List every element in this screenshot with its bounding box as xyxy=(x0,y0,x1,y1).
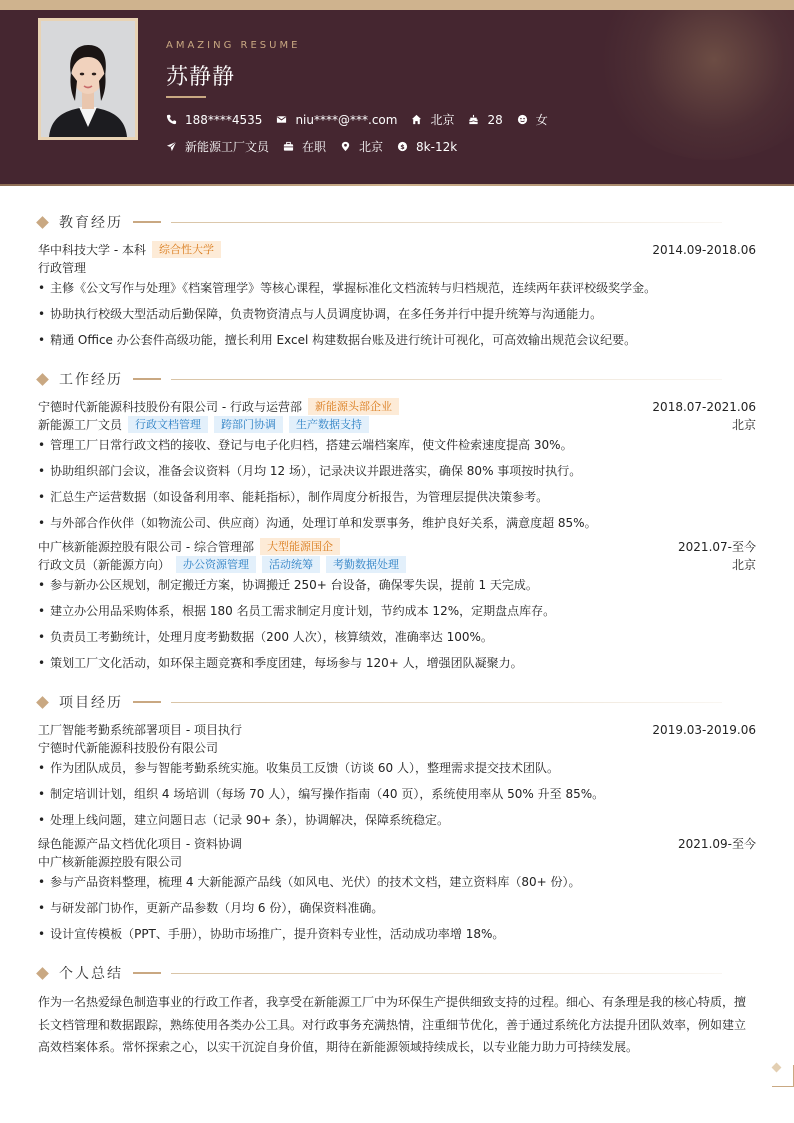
candidate-name: 苏静静 xyxy=(166,65,236,90)
education-section-title: 教育经历 xyxy=(59,215,123,231)
work-section-title: 工作经历 xyxy=(59,372,123,388)
role-tag: 办公资源管理 xyxy=(176,556,256,573)
job-bullet: • 汇总生产运营数据（如设备利用率、能耗指标），制作周度分析报告，为管理层提供决策参考。 xyxy=(38,488,756,505)
role-tag: 考勤数据处理 xyxy=(326,556,406,573)
summary-section-title: 个人总结 xyxy=(59,966,123,982)
project-date: 2021.09-至今 xyxy=(678,837,756,851)
project-bullet: • 处理上线问题，建立问题日志（记录 90+ 条），协调解决，保障系统稳定。 xyxy=(38,811,756,828)
major-name: 行政管理 xyxy=(38,261,87,275)
job-role: 行政文员（新能源方向） xyxy=(38,558,171,572)
age-text: 28 xyxy=(487,112,503,127)
gender-icon xyxy=(517,114,528,125)
section-accent-line xyxy=(133,701,161,703)
header-divider xyxy=(0,184,794,186)
section-diamond-icon xyxy=(36,696,49,709)
target-position-item xyxy=(166,138,269,155)
job-status-item xyxy=(283,138,326,155)
role-tag: 跨部门协调 xyxy=(214,416,283,433)
company-tag: 大型能源国企 xyxy=(260,538,340,555)
project-name: 工厂智能考勤系统部署项目 - 项目执行 xyxy=(38,723,242,737)
project-bullet: • 与研发部门协作，更新产品参数（月均 6 份），确保资料准确。 xyxy=(38,899,756,916)
job-company: 中广核新能源控股有限公司 - 综合管理部 xyxy=(38,540,254,554)
target-city-item xyxy=(340,138,383,155)
project-bullet: • 参与产品资料整理，梳理 4 大新能源产品线（如风电、光伏）的技术文档，建立资料库（80+ 份）。 xyxy=(38,873,756,890)
education-bullet: • 协助执行校级大型活动后勤保障，负责物资清点与人员调度协调，在多任务并行中提升统筹与沟通能力。 xyxy=(38,305,756,322)
section-divider-line xyxy=(171,702,722,703)
education-bullet: • 主修《公文写作与处理》《档案管理学》等核心课程，掌握标准化文档流转与归档规范，连续两年获评校级奖学金。 xyxy=(38,279,756,296)
section-divider-line xyxy=(171,973,722,974)
profile-photo-frame xyxy=(38,18,138,140)
education-date: 2014.09-2018.06 xyxy=(652,242,756,257)
project-org: 中广核新能源控股有限公司 xyxy=(38,855,183,869)
job-bullet: • 负责员工考勤统计，处理月度考勤数据（200 人次），核算绩效，准确率达 100%。 xyxy=(38,628,756,645)
role-tag: 生产数据支持 xyxy=(289,416,369,433)
top-accent-bar xyxy=(0,0,794,10)
project-name: 绿色能源产品文档优化项目 - 资料协调 xyxy=(38,837,242,851)
school-tag: 综合性大学 xyxy=(152,241,221,258)
section-divider-line xyxy=(171,379,722,380)
project-name-line xyxy=(38,835,756,852)
job-date: 2018.07-2021.06 xyxy=(652,399,756,414)
job-role-line xyxy=(38,416,756,433)
home-icon xyxy=(411,114,422,125)
project-section-header xyxy=(36,692,758,712)
name-underline xyxy=(166,96,206,98)
role-tag: 行政文档管理 xyxy=(128,416,208,433)
education-school-line xyxy=(38,241,756,258)
gender-text: 女 xyxy=(535,113,548,127)
phone-icon xyxy=(166,114,177,125)
cake-icon xyxy=(468,114,479,125)
briefcase-icon xyxy=(283,141,294,152)
salary-item xyxy=(397,140,457,154)
project-bullet: • 制定培训计划，组织 4 场培训（每场 70 人），编写操作指南（40 页），系统使用率从 50% 升至 85%。 xyxy=(38,785,756,802)
job-date: 2021.07-至今 xyxy=(678,540,756,554)
project-date: 2019.03-2019.06 xyxy=(652,722,756,737)
job-city: 北京 xyxy=(731,558,756,572)
job-intent-row xyxy=(166,138,471,155)
education-section-header xyxy=(36,212,758,232)
email-text: niu****@***.com xyxy=(295,112,398,127)
location-pin-icon xyxy=(340,141,351,152)
job-city: 北京 xyxy=(731,418,756,432)
job-role: 新能源工厂文员 xyxy=(38,418,123,432)
summary-text: 作为一名热爱绿色制造事业的行政工作者，我享受在新能源工厂中为环保生产提供细致支持的过程。细心、有条理是我的核心特质，擅长文档管理和数据跟踪，熟练使用各类办公工具。对行政事务充满热情，注重细节优化，善于通过系统化方法提升团队效率，例如建立高效档案体系。常怀探索之心，以实干沉淀自身价值，期待在新能源领域持续成长，以专业能力助力可持续发展。 xyxy=(38,995,747,1054)
salary-text: 8k-12k xyxy=(416,139,458,154)
section-accent-line xyxy=(133,972,161,974)
age-item xyxy=(468,113,502,127)
project-name-line xyxy=(38,721,756,738)
job-bullet: • 与外部合作伙伴（如物流公司、供应商）沟通，处理订单和发票事务，维护良好关系，满意度超 85%。 xyxy=(38,514,756,531)
job-bullet: • 管理工厂日常行政文档的接收、登记与电子化归档，搭建云端档案库，使文件检索速度提高 30%。 xyxy=(38,436,756,453)
profile-portrait-image xyxy=(41,21,135,137)
section-diamond-icon xyxy=(36,967,49,980)
section-diamond-icon xyxy=(36,373,49,386)
job-bullet: • 参与新办公区规划，制定搬迁方案，协调搬迁 250+ 台设备，确保零失误，提前 1 天完成。 xyxy=(38,576,756,593)
hometown-text: 北京 xyxy=(430,113,455,127)
school-name: 华中科技大学 - 本科 xyxy=(38,243,146,257)
job-bullet: • 协助组织部门会议，准备会议资料（月均 12 场），记录决议并跟进落实，确保 80% 事项按时执行。 xyxy=(38,462,756,479)
job-company: 宁德时代新能源科技股份有限公司 - 行政与运营部 xyxy=(38,400,302,414)
send-icon xyxy=(166,141,177,152)
job-company-line xyxy=(38,398,756,415)
mail-icon xyxy=(276,114,287,125)
resume-tagline: AMAZING RESUME xyxy=(166,40,301,51)
education-bullet: • 精通 Office 办公套件高级功能，擅长利用 Excel 构建数据台账及进行统计可视化，可高效输出规范会议纪要。 xyxy=(38,331,756,348)
project-org-line xyxy=(38,853,756,870)
job-company-line xyxy=(38,538,756,555)
job-bullet: • 策划工厂文化活动，如环保主题竞赛和季度团建，每场参与 120+ 人，增强团队凝聚力。 xyxy=(38,654,756,671)
gender-item xyxy=(517,111,548,128)
work-section-header xyxy=(36,369,758,389)
profile-photo xyxy=(41,21,135,137)
target-position-text: 新能源工厂文员 xyxy=(185,140,270,154)
project-org: 宁德时代新能源科技股份有限公司 xyxy=(38,741,219,755)
project-org-line xyxy=(38,739,756,756)
section-divider-line xyxy=(171,222,722,223)
summary-section-header xyxy=(36,963,758,983)
phone-text: 188****4535 xyxy=(185,112,263,127)
svg-text:$: $ xyxy=(400,142,405,151)
salary-icon xyxy=(397,141,408,152)
contact-info-row xyxy=(166,111,562,128)
job-role-line xyxy=(38,556,756,573)
corner-bracket-decoration xyxy=(772,1065,794,1087)
section-diamond-icon xyxy=(36,216,49,229)
hometown-item xyxy=(411,111,454,128)
job-bullet: • 建立办公用品采购体系，根据 180 名员工需求制定月度计划，节约成本 12%，定期盘点库存。 xyxy=(38,602,756,619)
job-status-text: 在职 xyxy=(302,140,327,154)
role-tag: 活动统筹 xyxy=(262,556,320,573)
company-tag: 新能源头部企业 xyxy=(308,398,399,415)
project-bullet: • 设计宣传模板（PPT、手册），协助市场推广，提升资料专业性，活动成功率增 18%。 xyxy=(38,925,756,942)
target-city-text: 北京 xyxy=(359,140,384,154)
header-glow-decoration xyxy=(594,10,794,160)
project-bullet: • 作为团队成员，参与智能考勤系统实施。收集员工反馈（访谈 60 人），整理需求提交技术团队。 xyxy=(38,759,756,776)
project-section-title: 项目经历 xyxy=(59,695,123,711)
email-item xyxy=(276,113,397,127)
section-accent-line xyxy=(133,221,161,223)
phone-item xyxy=(166,113,262,127)
education-major-line xyxy=(38,259,756,276)
section-accent-line xyxy=(133,378,161,380)
